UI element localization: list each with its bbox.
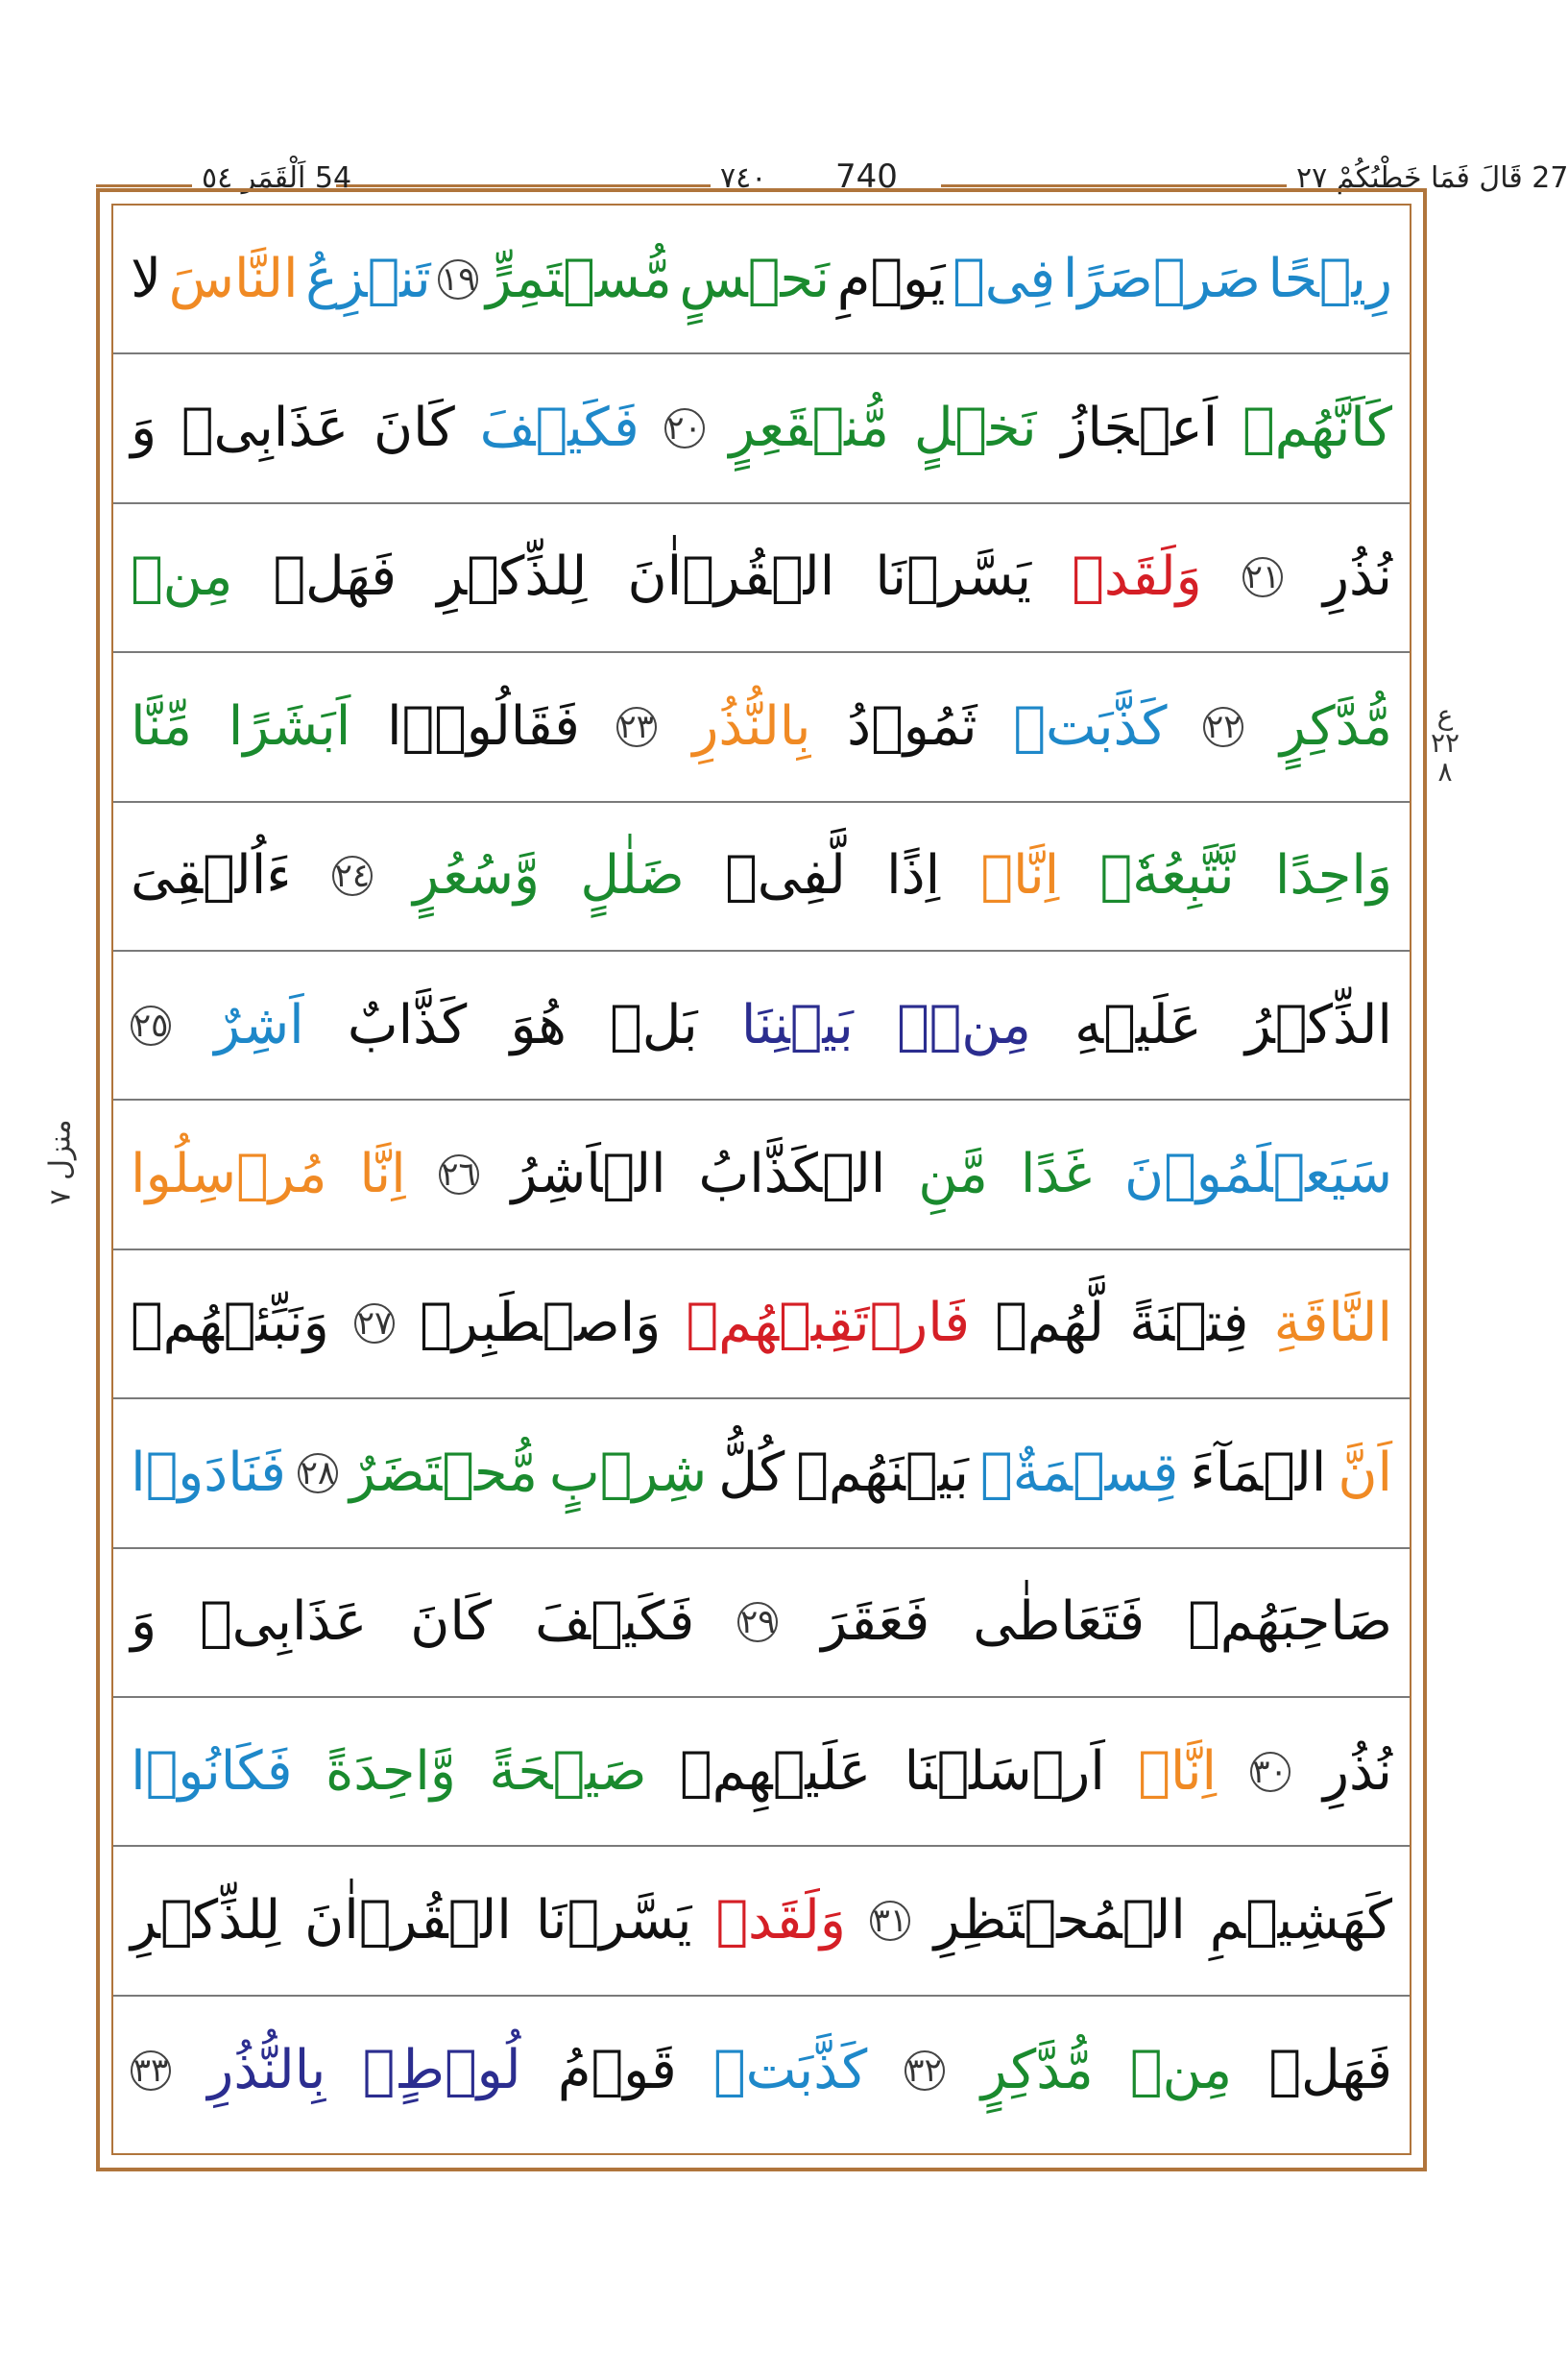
word: اِنَّا [359,1143,406,1206]
word: نُذُرِ [1322,546,1392,609]
word: كَهَشِيۡمِ [1209,1888,1392,1952]
word: كَانَ [373,397,455,460]
word: اَبَشَرًا [228,694,351,758]
word: مُرۡسِلُوا [131,1143,327,1206]
word: كَذَّبَتۡ [713,2039,868,2102]
ruku-marker-text: ٨ [1437,755,1453,788]
word: الۡقُرۡاٰنَ [627,546,835,609]
text-line [113,1399,1410,1548]
word: عَلَيۡهِمۡ [680,1739,872,1803]
word: مُّحۡتَضَرٌ [349,1441,539,1504]
word: وَلَقَدۡ [1072,546,1202,609]
word: فَكَانُوۡا [131,1739,293,1803]
word: كَذَّبَتۡ [1013,694,1168,758]
header-rule [96,184,192,187]
word: مُّنۡقَعِرٍ [729,397,890,460]
ayah-number-marker: ٢٤ [332,856,373,896]
word: غَدًا [1020,1143,1093,1206]
word: اِنَّاۤ [1138,1739,1218,1803]
word: وَلَقَدۡ [715,1888,846,1952]
manzil-label: منزل ٧ [43,1119,78,1205]
word: النَّاسَ [168,247,299,310]
ruku-marker-text: ٢٢ [1430,727,1460,760]
word: مَّنِ [918,1143,988,1206]
word: فَكَيۡفَ [535,1590,695,1654]
header-rule [336,184,711,187]
word: لِلذِّكۡرِ [131,1888,281,1952]
word: وَاحِدًا [1274,844,1392,908]
text-line [113,653,1410,802]
word: ثَمُوۡدُ [847,694,977,758]
word: لا [131,247,162,310]
text-line [113,1101,1410,1249]
para-name: 27 قَالَ فَمَا خَطْبُكُمْ ٢٧ [1296,161,1568,195]
page-number: 740 [835,158,898,196]
page-number-urdu: ٧٤٠ [720,161,767,195]
word: فَهَلۡ [273,546,398,609]
text-line [113,803,1410,952]
word: نَّتَّبِعُهٗۤ [1099,844,1235,908]
word: فَنَادَوۡا [131,1441,286,1504]
word: الۡكَذَّابُ [698,1143,886,1206]
word: كُلُّ [718,1441,785,1504]
word: اَرۡسَلۡنَا [904,1739,1105,1803]
text-line [113,354,1410,503]
text-line [113,1250,1410,1399]
word: وَّسُعُرٍ [413,844,541,908]
word: كَاَنَّهُمۡ [1242,397,1392,460]
word: الۡاَشِرُ [511,1143,666,1206]
ayah-number-marker: ٢٨ [298,1453,338,1493]
word: لُوۡطٍۢ [362,2039,521,2102]
word: فَكَيۡفَ [479,397,639,460]
ayah-number-marker: ٢٠ [664,408,705,449]
word: نَخۡلٍ [913,397,1037,460]
word: فِىۡ [953,247,1056,310]
ayah-number-marker: ٢٧ [354,1303,395,1344]
word: فَقَالُوۡۤا [387,694,580,758]
ruku-marker-text: ع [1436,699,1454,731]
word: فَهَلۡ [1268,2039,1392,2102]
quran-text-block [113,206,1410,2153]
text-line [113,504,1410,653]
word: تَنۡزِعُ [305,247,431,310]
word: قِسۡمَةٌۢ [979,1441,1179,1504]
word: وَاصۡطَبِرۡ [420,1292,662,1355]
word: يَسَّرۡنَا [875,546,1032,609]
word: الۡقُرۡاٰنَ [304,1888,512,1952]
word: اَشِرٌ [214,993,304,1056]
word: ضَلٰلٍ [580,844,685,908]
word: مِنۡۢ [897,993,1031,1056]
ayah-number-marker: ٢٩ [737,1602,778,1642]
word: رِيۡحًا [1267,247,1392,310]
word: لَّهُمۡ [995,1292,1105,1355]
word: مِّنَّا [131,694,192,758]
text-line [113,952,1410,1101]
word: صَيۡحَةً [489,1739,647,1803]
word: اِنَّاۤ [980,844,1060,908]
word: صَاحِبَهُمۡ [1188,1590,1392,1654]
word: بَيۡنَهُمۡ [796,1441,969,1504]
ayah-number-marker: ٢٥ [131,1006,171,1046]
header-rule [941,184,1287,187]
word: فَارۡتَقِبۡهُمۡ [686,1292,971,1355]
word: وَنَبِّئۡهُمۡ [131,1292,329,1355]
word: نَحۡسٍ [679,247,831,310]
surah-name: 54 اَلْقَمَر ٥٤ [202,161,352,195]
word: الذِّكۡرُ [1244,993,1392,1056]
word: فَتَعَاطٰى [973,1590,1146,1654]
word: اَعۡجَازُ [1061,397,1218,460]
ayah-number-marker: ٣٣ [131,2050,171,2091]
word: وَ [131,1590,157,1654]
word: عَذَابِىۡ [200,1590,368,1654]
word: مِنۡ [131,546,233,609]
word: مُّسۡتَمِرٍّ [485,247,672,310]
word: نُذُرِ [1322,1739,1392,1803]
ayah-number-marker: ٢٦ [439,1154,479,1195]
word: بَيۡنِنَا [740,993,854,1056]
word: مُّدَّكِرٍ [1280,694,1392,758]
ayah-number-marker: ٢٢ [1203,707,1243,747]
word: شِرۡبٍ [549,1441,708,1504]
text-line [113,1549,1410,1698]
word: فِتۡنَةً [1129,1292,1249,1355]
word: فَعَقَرَ [821,1590,930,1654]
word: النَّاقَةِ [1273,1292,1392,1355]
word: عَذَابِىۡ [181,397,350,460]
word: مُّدَّكِرٍ [980,2039,1094,2102]
word: وَ [131,397,157,460]
ayah-number-marker: ٣٠ [1250,1752,1291,1792]
word: ءَاُلۡقِىَ [131,844,292,908]
word: لَّفِىۡ [725,844,846,908]
word: كَانَ [410,1590,493,1654]
ayah-number-marker: ٣١ [870,1901,910,1941]
word: اِذًا [886,844,941,908]
word: الۡمُحۡتَظِرِ [933,1888,1186,1952]
word: قَوۡمُ [557,2039,677,2102]
word: كَذَّابٌ [347,993,468,1056]
ruku-marker [1429,701,1461,786]
word: وَّاحِدَةً [325,1739,456,1803]
word: بَلۡ [610,993,698,1056]
word: عَلَيۡهِ [1074,993,1202,1056]
word: يَوۡمِ [836,247,946,310]
word: هُوَ [510,993,567,1056]
ayah-number-marker: ٢١ [1242,557,1283,597]
ayah-number-marker: ١٩ [438,259,478,300]
manzil-marker [36,1066,84,1258]
word: بِالنُّذُرِ [692,694,811,758]
ayah-number-marker: ٢٣ [616,707,657,747]
word: صَرۡصَرًا [1062,247,1261,310]
word: الۡمَآءَ [1190,1441,1327,1504]
word: اَنَّ [1338,1441,1392,1504]
text-line [113,1997,1410,2146]
word: مِنۡ [1129,2039,1233,2102]
ayah-number-marker: ٣٢ [905,2050,945,2091]
text-line [113,206,1410,354]
word: لِلذِّكۡرِ [437,546,588,609]
word: بِالنُّذُرِ [207,2039,326,2102]
text-line [113,1847,1410,1996]
text-line [113,1698,1410,1847]
word: يَسَّرۡنَا [535,1888,692,1952]
word: سَيَعۡلَمُوۡنَ [1123,1143,1392,1206]
